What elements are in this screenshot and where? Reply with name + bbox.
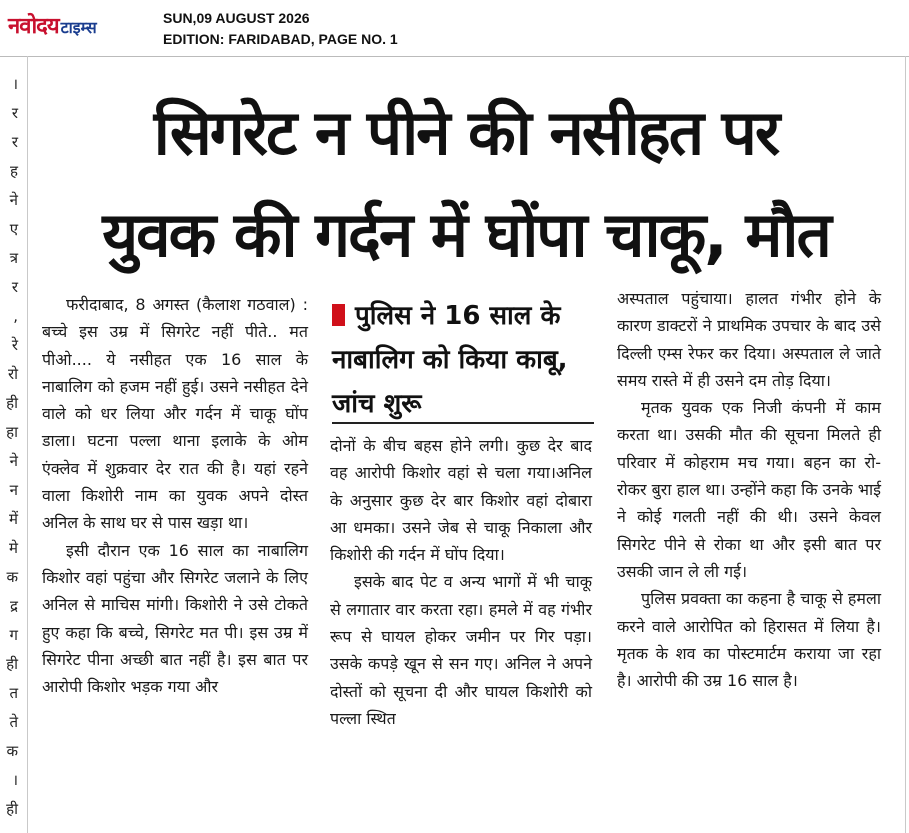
- article-column-1: [42, 291, 308, 700]
- paragraph: दोनों के बीच बहस होने लगी। कुछ देर बाद वह आरोपी किशोर वहां से चला गया।अनिल के अनुसार कुछ देर बार किशोर वहां दोबारा आ धमका। उसने जेब से चाकू निकाला और किशोरी की गर्दन में घोंप दिया।: [330, 436, 592, 565]
- newspaper-logo[interactable]: [8, 10, 97, 40]
- margin-glyph: ह: [10, 162, 18, 180]
- margin-glyph: ।: [12, 771, 18, 789]
- red-square-bullet-icon: [332, 304, 345, 326]
- paragraph: मृतक युवक एक निजी कंपनी में काम करता था। उसकी मौत की सूचना मिलते ही परिवार में कोहराम मच गया। बहन का रो-रोकर बुरा हाल था। उन्होंने कहा कि उनके भाई ने कोई गलती नहीं की थी। उसने केवल सिगरेट पीने से रोका था और इसी बात पर उसकी जान ले ली गई।: [617, 398, 881, 581]
- margin-glyph: त: [9, 684, 18, 702]
- margin-glyph: ही: [6, 800, 18, 818]
- adjacent-article-fragment: [0, 70, 24, 824]
- clipping-left-border: [27, 56, 28, 833]
- headline-line-1: सिगरेट न पीने की नसीहत पर: [153, 96, 779, 169]
- margin-glyph: मे: [9, 539, 18, 557]
- subheadline-divider: [332, 422, 594, 424]
- paragraph: इसके बाद पेट व अन्य भागों में भी चाकू से लगातार वार करता रहा। हमले में वह गंभीर रूप से घायल होकर जमीन पर गिर पड़ा। उसके कपड़े खून से सन गए। अनिल ने अपने दोस्तों को सूचना दी और घायल किशोरी को पल्ला स्थित: [330, 572, 592, 728]
- margin-glyph: ,: [13, 307, 18, 325]
- article-headline: [30, 82, 902, 286]
- margin-glyph: ही: [6, 394, 18, 412]
- margin-glyph: रे: [11, 336, 18, 354]
- margin-glyph: ग: [9, 626, 18, 644]
- margin-glyph: हा: [6, 423, 18, 441]
- article-column-3: [617, 285, 881, 694]
- logo-brand-sub: टाइम्स: [60, 18, 97, 37]
- margin-glyph: र: [11, 133, 18, 151]
- edition-info: [163, 8, 398, 50]
- subheadline-text: पुलिस ने 16 साल के नाबालिग को किया काबू, जांच शुरू: [332, 301, 568, 419]
- clipping-top-border: [0, 56, 909, 57]
- paragraph: फरीदाबाद, 8 अगस्त (कैलाश गठवाल) : बच्चे इस उम्र में सिगरेट नहीं पीते.. मत पीओ.... ये नसीहत एक 16 साल के नाबालिग को हजम नहीं हुई। उसने नसीहत देने वाले को धर लिया और गर्दन में चाकू घोंप डाला। घटना पल्ला थाना इलाके के ओम एंक्लेव में शुक्रवार देर रात की है। यहां रहने वाला किशोरी नाम का युवक अपने दोस्त अनिल के साथ घर से पास खड़ा था।: [42, 295, 308, 533]
- margin-glyph: ही: [6, 655, 18, 673]
- edition-line: EDITION: FARIDABAD, PAGE NO. 1: [163, 31, 398, 47]
- article-column-2: [330, 432, 592, 732]
- margin-glyph: न: [9, 481, 18, 499]
- subheadline-box: [332, 294, 594, 426]
- headline-line-2: युवक की गर्दन में घोंपा चाकू, मौत: [102, 198, 830, 271]
- margin-glyph: र: [11, 104, 18, 122]
- paragraph: अस्पताल पहुंचाया। हालत गंभीर होने के कारण डाक्टरों ने प्राथमिक उपचार के बाद उसे दिल्ली एम्स रेफर कर दिया। अस्पताल ले जाते समय रास्ते में ही उसने दम तोड़ दिया।: [617, 289, 881, 390]
- paragraph: पुलिस प्रवक्ता का कहना है चाकू से हमला करने वाले आरोपित को हिरासत में लिया है। मृतक के शव का पोस्टमार्टम कराया जा रहा है। आरोपी की उम्र 16 साल है।: [617, 589, 881, 691]
- date-line: SUN,09 AUGUST 2026: [163, 10, 310, 26]
- margin-glyph: ते: [9, 713, 18, 731]
- margin-glyph: में: [9, 510, 18, 528]
- margin-glyph: ।: [12, 75, 18, 93]
- margin-glyph: द्र: [10, 597, 18, 615]
- margin-glyph: क: [6, 742, 18, 760]
- clipping-right-border: [905, 56, 906, 833]
- paragraph: इसी दौरान एक 16 साल का नाबालिग किशोर वहां पहुंचा और सिगरेट जलाने के लिए अनिल से माचिस मांगी। किशोरी ने उसे टोकते हुए कहा कि बच्चे, सिगरेट मत पी। इस उम्र में सिगरेट पीना अच्छी बात नहीं है। इस बात पर आरोपी किशोर भड़क गया और: [42, 540, 308, 697]
- margin-glyph: ने: [9, 191, 18, 209]
- margin-glyph: ए: [9, 220, 18, 238]
- margin-glyph: त्र: [9, 249, 18, 267]
- margin-glyph: ने: [9, 452, 18, 470]
- margin-glyph: र: [11, 278, 18, 296]
- margin-glyph: क: [6, 568, 18, 586]
- masthead-bar: [0, 0, 909, 52]
- logo-brand-main: नवोदय: [8, 14, 59, 39]
- margin-glyph: रो: [7, 365, 18, 383]
